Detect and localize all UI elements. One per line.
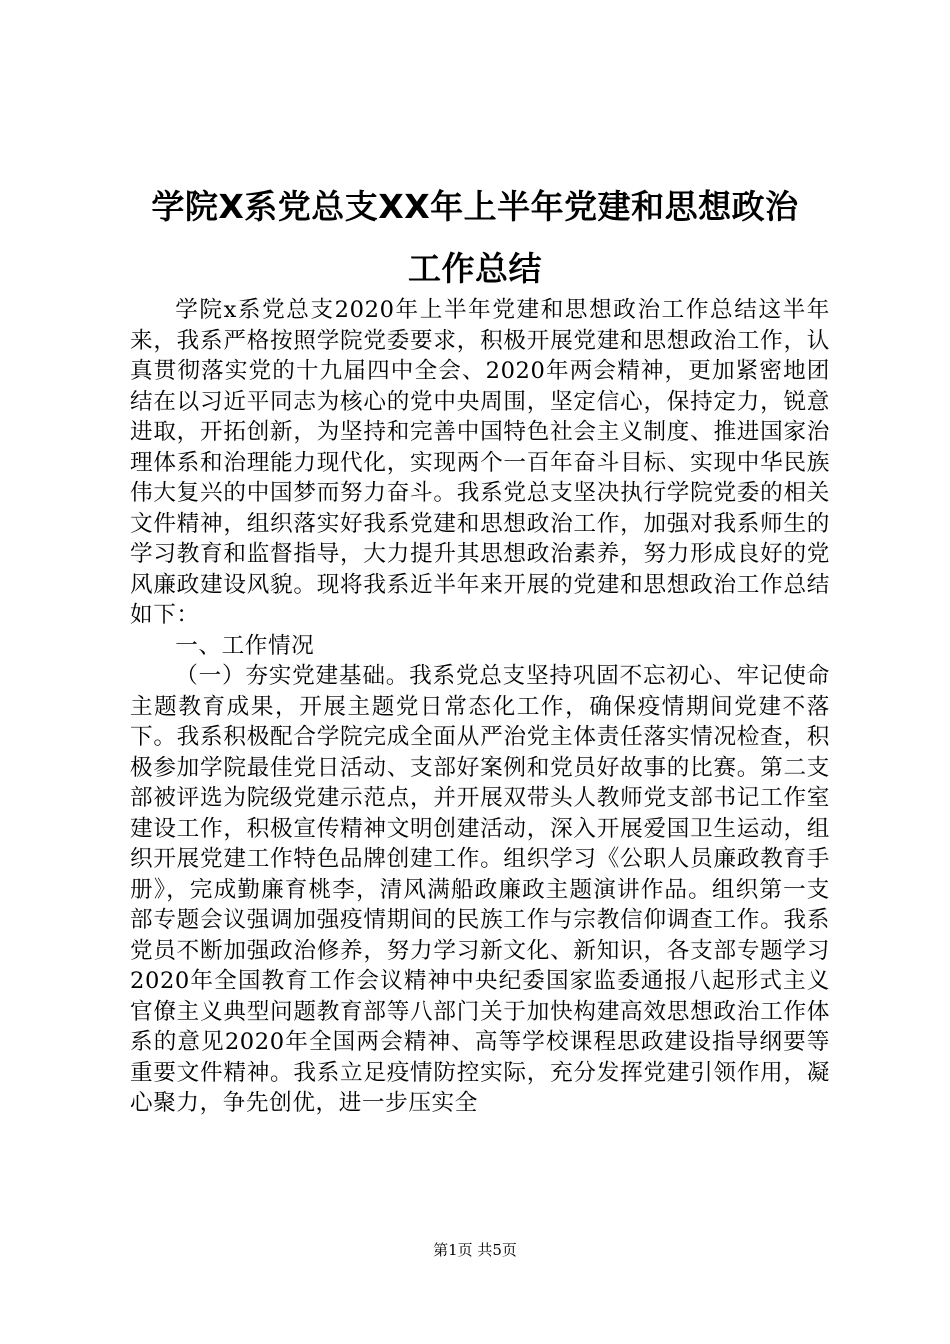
document-title-continuation: 工作总结 xyxy=(408,249,542,288)
paragraph-section-1: （一）夯实党建基础。我系党总支坚持巩固不忘初心、牢记使命主题教育成果，开展主题党日常态化工作，确保疫情期间党建不落下。我系积极配合学院完成全面从严治党主体责任落实情况检查，积极参加学院最佳党日活动、支部好案例和党员好故事的比赛。第二支部被评选为院级党建示范点，并开展双带头人教师党支部书记工作室建设工作，积极宣传精神文明创建活动，深入开展爱国卫生运动，组织开展党建工作特色品牌创建工作。组织学习《公职人员廉政教育手册》，完成勤廉育桃李，清风满船政廉政主题演讲作品。组织第一支部专题会议强调加强疫情期间的民族工作与宗教信仰调查工作。我系党员不断加强政治修养，努力学习新文化、新知识，各支部专题学习2020年全国教育工作会议精神中央纪委国家监委通报八起形式主义官僚主义典型问题教育部等八部门关于加快构建高效思想政治工作体系的意见2020年全国两会精神、高等学校课程思政建设指导纲要等重要文件精神。我系立足疫情防控实际，充分发挥党建引领作用，凝心聚力，争先创优，进一步压实全 xyxy=(130,663,830,1116)
page-number-footer: 第1页 共5页 xyxy=(433,1241,517,1259)
document-title: 学院X系党总支XX年上半年党建和思想政治 xyxy=(151,187,799,226)
section-heading: 一、工作情况 xyxy=(175,632,315,659)
document-body xyxy=(130,295,830,1119)
paragraph-intro: 学院x系党总支2020年上半年党建和思想政治工作总结这半年来，我系严格按照学院党委要求，积极开展党建和思想政治工作，认真贯彻落实党的十九届四中全会、2020年两会精神，更加紧密地团结在以习近平同志为核心的党中央周围，坚定信心，保持定力，锐意进取，开拓创新，为坚持和完善中国特色社会主义制度、推进国家治理体系和治理能力现代化，实现两个一百年奋斗目标、实现中华民族伟大复兴的中国梦而努力奋斗。我系党总支坚决执行学院党委的相关文件精神，组织落实好我系党建和思想政治工作，加强对我系师生的学习教育和监督指导，大力提升其思想政治素养，努力形成良好的党风廉政建设风貌。现将我系近半年来开展的党建和思想政治工作总结如下： xyxy=(130,297,830,628)
